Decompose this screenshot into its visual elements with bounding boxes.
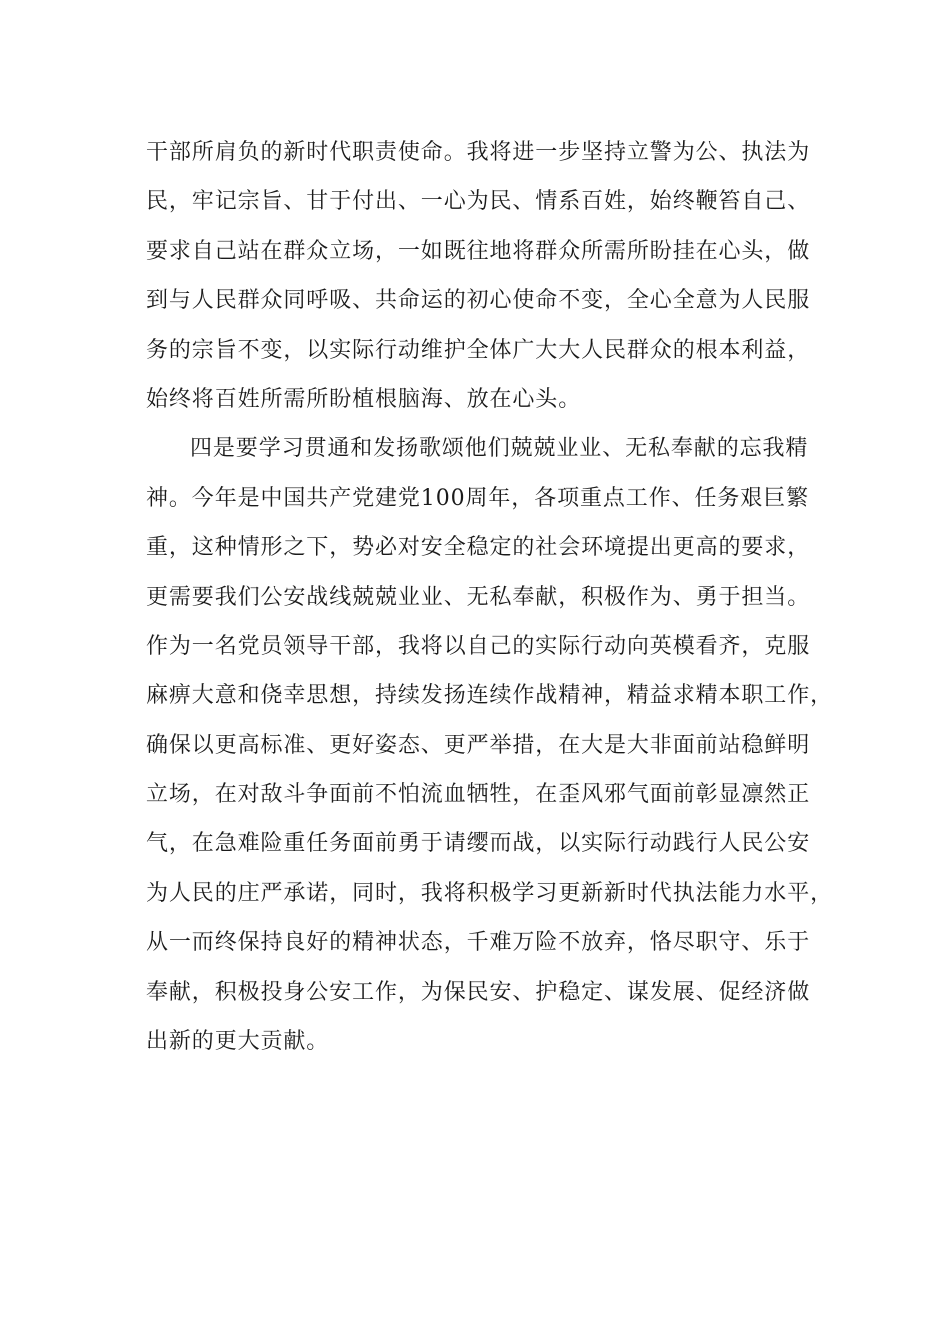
text-line: 神。今年是中国共产党建党100周年，各项重点工作、任务艰巨繁 [146,485,809,511]
text-line: 四是要学习贯通和发扬歌颂他们兢兢业业、无私奉献的忘我精 [190,436,809,462]
text-line: 重，这种情形之下，势必对安全稳定的社会环境提出更高的要求， [146,535,811,561]
text-line: 民，牢记宗旨、甘于付出、一心为民、情系百姓，始终鞭笞自己、 [146,189,811,215]
text-line: 立场，在对敌斗争面前不怕流血牺牲，在歪风邪气面前彰显凛然正 [146,782,811,808]
text-line: 出新的更大贡献。 [146,1029,330,1055]
text-line: 从一而终保持良好的精神状态，千难万险不放弃，恪尽职守、乐于 [146,930,811,956]
text-line: 务的宗旨不变，以实际行动维护全体广大大人民群众的根本利益， [146,337,811,363]
text-line: 作为一名党员领导干部，我将以自己的实际行动向英模看齐，克服 [146,633,811,659]
text-line: 确保以更高标准、更好姿态、更严举措，在大是大非面前站稳鲜明 [146,732,811,758]
paragraph-fourth-point [146,424,834,1066]
text-line: 干部所肩负的新时代职责使命。我将进一步坚持立警为公、执法为 [146,140,811,165]
body-text [146,128,834,1066]
paragraph-continuation [146,128,826,424]
text-line: 麻痹大意和侥幸思想，持续发扬连续作战精神，精益求精本职工作， [146,683,834,709]
text-line: 始终将百姓所需所盼植根脑海、放在心头。 [146,386,582,412]
text-line: 奉献，积极投身公安工作，为保民安、护稳定、谋发展、促经济做 [146,979,811,1005]
text-line: 为人民的庄严承诺，同时，我将积极学习更新新时代执法能力水平， [146,880,834,906]
text-line: 更需要我们公安战线兢兢业业、无私奉献，积极作为、勇于担当。 [146,584,811,610]
text-line: 要求自己站在群众立场，一如既往地将群众所需所盼挂在心头，做 [146,238,811,264]
text-line: 到与人民群众同呼吸、共命运的初心使命不变，全心全意为人民服 [146,288,811,314]
text-line: 气，在急难险重任务面前勇于请缨而战，以实际行动践行人民公安 [146,831,811,857]
